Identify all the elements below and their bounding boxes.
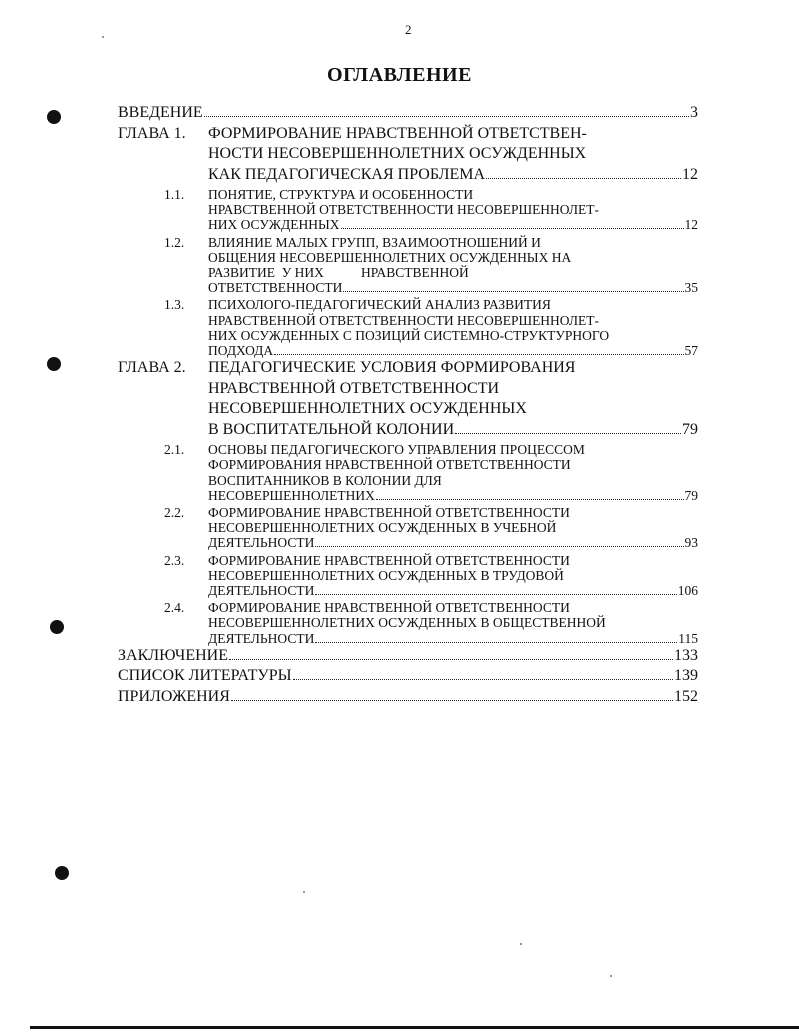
chapter-title-line: КАК ПЕДАГОГИЧЕСКАЯ ПРОБЛЕМА bbox=[208, 165, 486, 183]
toc-page-number: 12 bbox=[684, 217, 698, 233]
toc-entry-label: ПРИЛОЖЕНИЯ bbox=[118, 687, 230, 705]
dot-leader bbox=[231, 688, 673, 701]
section-title-line: НЕСОВЕРШЕННОЛЕТНИХ bbox=[208, 487, 375, 503]
dot-leader bbox=[315, 632, 677, 643]
page-number: 2 bbox=[405, 22, 412, 37]
section-title-line: ДЕЯТЕЛЬНОСТИ bbox=[208, 535, 315, 551]
toc-page-number: 12 bbox=[682, 165, 698, 183]
toc-page-number: 57 bbox=[684, 343, 698, 359]
toc-section-1-3[interactable] bbox=[118, 297, 698, 358]
section-title-line: ФОРМИРОВАНИЕ НРАВСТВЕННОЙ ОТВЕТСТВЕННОСТИ bbox=[208, 600, 570, 616]
section-title-line: ДЕЯТЕЛЬНОСТИ bbox=[208, 630, 315, 646]
toc-section-2-2[interactable] bbox=[118, 505, 698, 551]
section-title-line: ПСИХОЛОГО-ПЕДАГОГИЧЕСКИЙ АНАЛИЗ РАЗВИТИЯ bbox=[208, 297, 551, 313]
dot-leader bbox=[315, 584, 676, 595]
section-title-line: ФОРМИРОВАНИЕ НРАВСТВЕННОЙ ОТВЕТСТВЕННОСТИ bbox=[208, 505, 570, 521]
toc-entry-appendices[interactable] bbox=[118, 687, 698, 708]
chapter-number: ГЛАВА 1. bbox=[118, 124, 186, 142]
section-title-line: НРАВСТВЕННОЙ ОТВЕТСТВЕННОСТИ НЕСОВЕРШЕННОЛЕТ- bbox=[208, 202, 600, 218]
section-title-line: НРАВСТВЕННОЙ ОТВЕТСТВЕННОСТИ НЕСОВЕРШЕННОЛЕТ- bbox=[208, 312, 600, 328]
section-number: 2.3. bbox=[164, 552, 185, 568]
dot-leader bbox=[486, 166, 681, 179]
toc-page-number: 152 bbox=[674, 687, 698, 705]
toc-page-number: 115 bbox=[678, 630, 698, 646]
toc-page-number: 35 bbox=[684, 280, 698, 296]
binder-hole-mark bbox=[55, 866, 69, 880]
dot-leader bbox=[376, 489, 684, 500]
dot-leader bbox=[341, 219, 684, 230]
binder-hole-mark bbox=[47, 110, 61, 124]
section-title-line: ПОДХОДА bbox=[208, 343, 274, 359]
binder-hole-mark bbox=[50, 620, 64, 634]
page-title: ОГЛАВЛЕНИЕ bbox=[327, 64, 472, 86]
section-title-line: ОТВЕТСТВЕННОСТИ bbox=[208, 280, 343, 296]
binder-hole-mark bbox=[47, 357, 61, 371]
toc-page-number: 106 bbox=[677, 583, 698, 599]
toc-entry-label: ВВЕДЕНИЕ bbox=[118, 104, 203, 121]
toc-chapter-1[interactable] bbox=[118, 124, 698, 186]
toc-chapter-2[interactable] bbox=[118, 358, 698, 440]
chapter-title-line: НЕСОВЕРШЕННОЛЕТНИХ ОСУЖДЕННЫХ bbox=[208, 400, 527, 418]
section-title-line: ПОНЯТИЕ, СТРУКТУРА И ОСОБЕННОСТИ bbox=[208, 187, 474, 202]
dot-leader bbox=[204, 104, 689, 117]
section-number: 1.2. bbox=[164, 234, 185, 250]
section-title-line: НИХ ОСУЖДЕННЫХ С ПОЗИЦИЙ СИСТЕМНО-СТРУКТУРНОГО bbox=[208, 327, 610, 343]
section-title-line: НЕСОВЕРШЕННОЛЕТНИХ ОСУЖДЕННЫХ В ТРУДОВОЙ bbox=[208, 567, 564, 583]
dot-leader bbox=[315, 537, 683, 548]
section-title-line: ОБЩЕНИЯ НЕСОВЕРШЕННОЛЕТНИХ ОСУЖДЕННЫХ НА bbox=[208, 249, 572, 265]
scan-speck bbox=[102, 36, 104, 38]
toc-entry-conclusion[interactable] bbox=[118, 646, 698, 667]
section-number: 1.3. bbox=[164, 297, 185, 313]
scan-speck bbox=[610, 975, 612, 977]
toc-page-number: 3 bbox=[690, 104, 698, 121]
toc-page-number: 79 bbox=[682, 420, 698, 438]
dot-leader bbox=[293, 668, 673, 681]
section-number: 2.1. bbox=[164, 442, 185, 458]
toc-section-1-2[interactable] bbox=[118, 235, 698, 296]
chapter-title-line: В ВОСПИТАТЕЛЬНОЙ КОЛОНИИ bbox=[208, 420, 455, 438]
chapter-title-line: ПЕДАГОГИЧЕСКИЕ УСЛОВИЯ ФОРМИРОВАНИЯ bbox=[208, 359, 576, 377]
toc-section-2-3[interactable] bbox=[118, 553, 698, 599]
section-number: 2.2. bbox=[164, 505, 185, 521]
dot-leader bbox=[274, 344, 683, 355]
section-title-line: НЕСОВЕРШЕННОЛЕТНИХ ОСУЖДЕННЫХ В ОБЩЕСТВЕННОЙ bbox=[208, 615, 606, 631]
toc-page-number: 79 bbox=[684, 487, 698, 503]
toc-section-1-1[interactable] bbox=[118, 187, 698, 233]
scan-speck bbox=[303, 891, 305, 893]
section-number: 2.4. bbox=[164, 600, 185, 616]
toc-entry-intro[interactable] bbox=[118, 103, 698, 124]
toc-page-number: 133 bbox=[674, 646, 698, 664]
section-title-line: ВОСПИТАННИКОВ В КОЛОНИИ ДЛЯ bbox=[208, 472, 442, 488]
chapter-title-line: НОСТИ НЕСОВЕРШЕННОЛЕТНИХ ОСУЖДЕННЫХ bbox=[208, 145, 587, 162]
chapter-title-line: НРАВСТВЕННОЙ ОТВЕТСТВЕННОСТИ bbox=[208, 379, 500, 397]
toc-section-2-4[interactable] bbox=[118, 600, 698, 646]
section-title-line: ФОРМИРОВАНИЯ НРАВСТВЕННОЙ ОТВЕТСТВЕННОСТИ bbox=[208, 457, 571, 473]
toc-page-number: 93 bbox=[684, 535, 698, 551]
section-title-line: РАЗВИТИЕ У НИХ НРАВСТВЕННОЙ bbox=[208, 265, 469, 281]
scan-speck bbox=[520, 943, 522, 945]
scan-edge-line bbox=[30, 1026, 799, 1029]
section-title-line: НЕСОВЕРШЕННОЛЕТНИХ ОСУЖДЕННЫХ В УЧЕБНОЙ bbox=[208, 520, 557, 536]
dot-leader bbox=[229, 647, 673, 660]
toc-entry-label: СПИСОК ЛИТЕРАТУРЫ bbox=[118, 667, 292, 685]
section-number: 1.1. bbox=[164, 187, 185, 202]
dot-leader bbox=[343, 282, 683, 293]
toc-page-number: 139 bbox=[674, 667, 698, 685]
section-title-line: ОСНОВЫ ПЕДАГОГИЧЕСКОГО УПРАВЛЕНИЯ ПРОЦЕССОМ bbox=[208, 442, 585, 458]
toc-section-2-1[interactable] bbox=[118, 442, 698, 503]
toc-entry-references[interactable] bbox=[118, 666, 698, 687]
section-title-line: ВЛИЯНИЕ МАЛЫХ ГРУПП, ВЗАИМООТНОШЕНИЙ И bbox=[208, 234, 541, 250]
section-title-line: НИХ ОСУЖДЕННЫХ bbox=[208, 217, 340, 233]
toc-entry-label: ЗАКЛЮЧЕНИЕ bbox=[118, 646, 228, 664]
chapter-number: ГЛАВА 2. bbox=[118, 359, 186, 377]
section-title-line: ДЕЯТЕЛЬНОСТИ bbox=[208, 583, 315, 599]
section-title-line: ФОРМИРОВАНИЕ НРАВСТВЕННОЙ ОТВЕТСТВЕННОСТИ bbox=[208, 552, 570, 568]
chapter-title-line: ФОРМИРОВАНИЕ НРАВСТВЕННОЙ ОТВЕТСТВЕН- bbox=[208, 124, 587, 142]
table-of-contents bbox=[118, 103, 698, 707]
dot-leader bbox=[455, 421, 681, 434]
